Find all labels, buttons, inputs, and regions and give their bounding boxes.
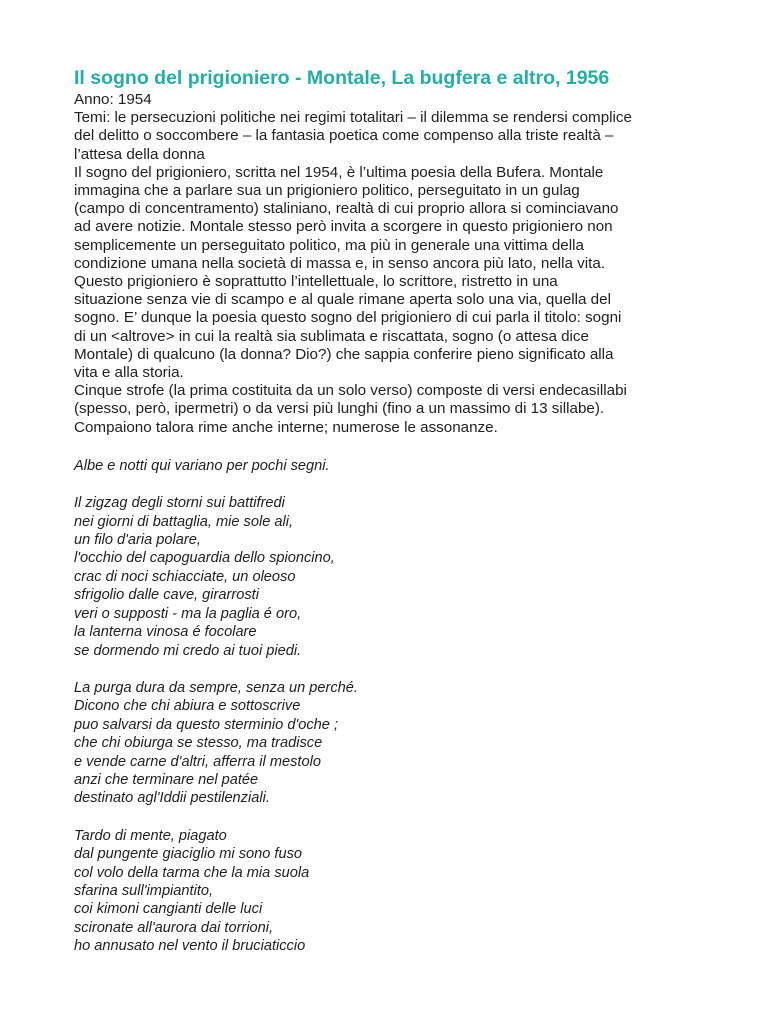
prose-line: di un <altrove> in cui la realtà sia sublimata e riscattata, sogno (o attesa dice: [74, 327, 589, 345]
prose-line: Montale) di qualcuno (la donna? Dio?) che sappia conferire pieno significato alla: [74, 345, 614, 363]
document-title: Il sogno del prigioniero - Montale, La bugfera e altro, 1956: [74, 67, 610, 89]
spacer: [74, 808, 734, 827]
poem-verse: veri o supposti - ma la paglia é oro,: [74, 605, 302, 622]
poem-verse: puo salvarsi da questo sterminio d'oche ;: [74, 716, 338, 733]
poem-verse: destinato agl'Iddii pestilenziali.: [74, 790, 270, 807]
poem-verse: Tardo di mente, piagato: [74, 827, 227, 844]
prose-line: sogno. E’ dunque la poesia questo sogno del prigioniero di cui parla il titolo: sogni: [74, 309, 622, 327]
poem-verse: scironate all'aurora dai torrioni,: [74, 919, 274, 936]
prose-line: Questo prigioniero è soprattutto l’intellettuale, lo scrittore, ristretto in una: [74, 273, 558, 291]
prose-line: ad avere notizie. Montale stesso però invita a scorgere in questo prigioniero non: [74, 218, 613, 236]
spacer: [74, 660, 734, 679]
prose-line: l’attesa della donna: [74, 145, 205, 163]
intro-prose: [74, 91, 734, 437]
poem-verse: sfrigolio dalle cave, girarrosti: [74, 587, 259, 604]
prose-line: immagina che a parlare sua un prigioniero politico, perseguitato in un gulag: [74, 182, 580, 200]
poem-verse: e vende carne d'altri, afferra il mestolo: [74, 753, 321, 770]
poem-verse: dal pungente giaciglio mi sono fuso: [74, 846, 302, 863]
poem-verse: Dicono che chi abiura e sottoscrive: [74, 698, 301, 715]
poem-verse: l'occhio del capoguardia dello spioncino,: [74, 550, 335, 567]
prose-line: (spesso, però, ipermetri) o da versi più lunghi (fino a un massimo di 13 sillabe).: [74, 400, 605, 418]
poem-verse: se dormendo mi credo ai tuoi piedi.: [74, 642, 302, 659]
poem-verse: coi kimoni cangianti delle luci: [74, 901, 263, 918]
document-page: [74, 66, 734, 956]
prose-line: Anno: 1954: [74, 91, 152, 108]
poem-verse: un filo d'aria polare,: [74, 532, 201, 549]
poem-verse: col volo della tarma che la mia suola: [74, 864, 310, 881]
prose-line: condizione umana nella società di massa e, in senso ancora più lato, nella vita.: [74, 254, 606, 272]
prose-line: (campo di concentramento) staliniano, realtà di cui proprio allora si cominciavano: [74, 200, 619, 218]
poem-stanza-1: [74, 457, 734, 475]
poem-stanza-3: [74, 679, 734, 808]
poem-verse: la lanterna vinosa é focolare: [74, 624, 257, 641]
poem-verse: Albe e notti qui variano per pochi segni.: [74, 457, 330, 474]
poem-verse: che chi obiurga se stesso, ma tradisce: [74, 735, 323, 752]
poem-verse: ho annusato nel vento il bruciaticcio: [74, 938, 306, 955]
poem-verse: crac di noci schiacciate, un oleoso: [74, 568, 296, 585]
spacer: [74, 437, 734, 457]
prose-line: Temi: le persecuzioni politiche nei regimi totalitari – il dilemma se rendersi complice: [74, 109, 632, 127]
prose-line: vita e alla storia.: [74, 364, 184, 382]
poem-verse: Il zigzag degli storni sui battifredi: [74, 495, 285, 512]
spacer: [74, 475, 734, 494]
prose-line: semplicemente un perseguitato politico, ma più in generale una vittima della: [74, 236, 584, 254]
prose-line: Il sogno del prigioniero, scritta nel 1954, è l’ultima poesia della Bufera. Montale: [74, 163, 604, 181]
prose-line: Cinque strofe (la prima costituita da un solo verso) composte di versi endecasillabi: [74, 382, 627, 400]
poem-stanza-4: [74, 827, 734, 956]
prose-line: Compaiono talora rime anche interne; numerose le assonanze.: [74, 418, 498, 436]
poem: [74, 457, 734, 956]
poem-stanza-2: [74, 494, 734, 660]
poem-verse: anzi che terminare nel patée: [74, 771, 259, 788]
prose-line: situazione senza vie di scampo e al quale rimane aperta solo una via, quella del: [74, 291, 611, 309]
poem-verse: nei giorni di battaglia, mie sole ali,: [74, 513, 294, 530]
poem-verse: sfarina sull'impiantito,: [74, 882, 214, 899]
poem-verse: La purga dura da sempre, senza un perché.: [74, 679, 358, 696]
prose-line: del delitto o soccombere – la fantasia poetica come compenso alla triste realtà –: [74, 127, 614, 145]
